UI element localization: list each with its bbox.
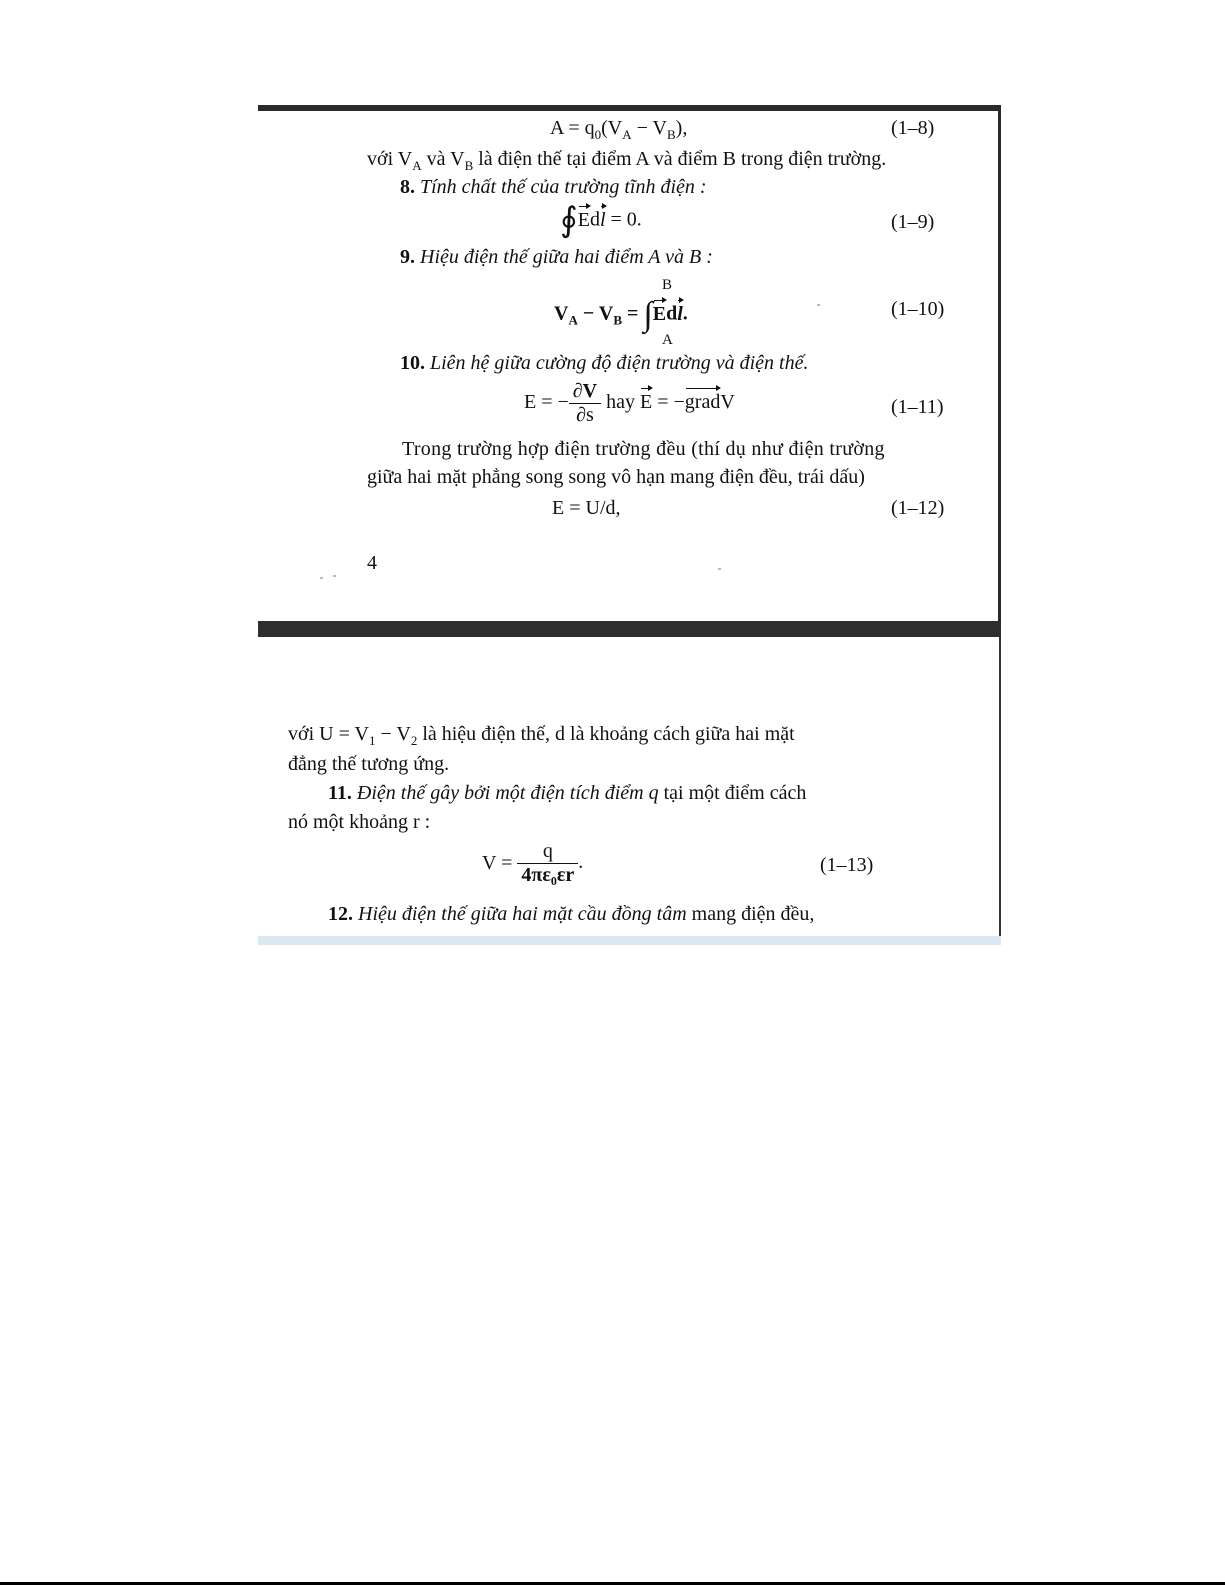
paragraph-line: giữa hai mặt phẳng song song vô hạn mang điện đều, trái dấu) bbox=[367, 466, 865, 488]
equation-tag: (1–9) bbox=[891, 211, 935, 233]
scan-bottom-edge bbox=[258, 936, 1001, 945]
item-10-heading: 10. Liên hệ giữa cường độ điện trường và điện thế. bbox=[400, 352, 809, 374]
equation-1-9: ∮Edl = 0. bbox=[560, 202, 642, 239]
scan-speck bbox=[333, 575, 336, 577]
scan-speck bbox=[718, 568, 721, 570]
integral-lower-limit: A bbox=[662, 332, 673, 348]
equation-1-12: E = U/d, bbox=[552, 497, 621, 519]
equation-tag: (1–10) bbox=[891, 298, 945, 320]
equation-1-13: V = $\frac{q}{\text{4πε₀εr}}$ . bbox=[482, 840, 584, 886]
paragraph-line: đẳng thế tương ứng. bbox=[288, 753, 450, 775]
equation-1-10: $V_A - V_B = \int Edl$. bbox=[554, 296, 688, 333]
fraction: $\frac{\partial V}{\partial s}$ bbox=[569, 380, 601, 427]
contour-integral-icon: ∮ bbox=[560, 202, 578, 239]
equation-tag: (1–11) bbox=[891, 396, 944, 418]
item-9-heading: 9. Hiệu điện thế giữa hai điểm A và B : bbox=[400, 246, 713, 268]
equation-tag: (1–8) bbox=[891, 117, 935, 139]
equation-tag: (1–12) bbox=[891, 497, 945, 519]
paragraph-line: với $U = V_1 - V_2$ là hiệu điện thế, d là khoảng cách giữa hai mặt bbox=[288, 723, 795, 748]
paragraph-line: Trong trường hợp điện trường đều (thí dụ như điện trường bbox=[402, 438, 885, 460]
page-number: 4 bbox=[367, 552, 377, 574]
page-separator bbox=[258, 621, 1001, 637]
equation-1-8: $A = q_0(V_A - V_B)$, bbox=[550, 117, 688, 142]
scan-speck bbox=[320, 577, 323, 579]
equation-tag: (1–13) bbox=[820, 854, 874, 876]
item-11-heading: 11. Điện thế gây bởi một điện tích điểm q tại một điểm cách bbox=[328, 782, 807, 804]
scan-speck bbox=[817, 304, 820, 306]
integral-icon: ∫ bbox=[643, 296, 653, 333]
paragraph-line: nó một khoảng r : bbox=[288, 811, 431, 833]
paragraph-line: với $V_A$ và $V_B$ là điện thế tại điểm A và điểm B trong điện trường. bbox=[367, 148, 887, 173]
item-12-heading: 12. Hiệu điện thế giữa hai mặt cầu đồng tâm mang điện đều, bbox=[328, 903, 815, 925]
integral-upper-limit: B bbox=[662, 277, 673, 293]
item-8-heading: 8. Tính chất thế của trường tĩnh điện : bbox=[400, 176, 707, 198]
equation-1-11: E = − $\frac{\partial V}{\partial s}$ hay E = −gradV bbox=[524, 380, 735, 426]
fraction: $\frac{q}{\text{4πε₀εr}}$ bbox=[517, 840, 578, 887]
